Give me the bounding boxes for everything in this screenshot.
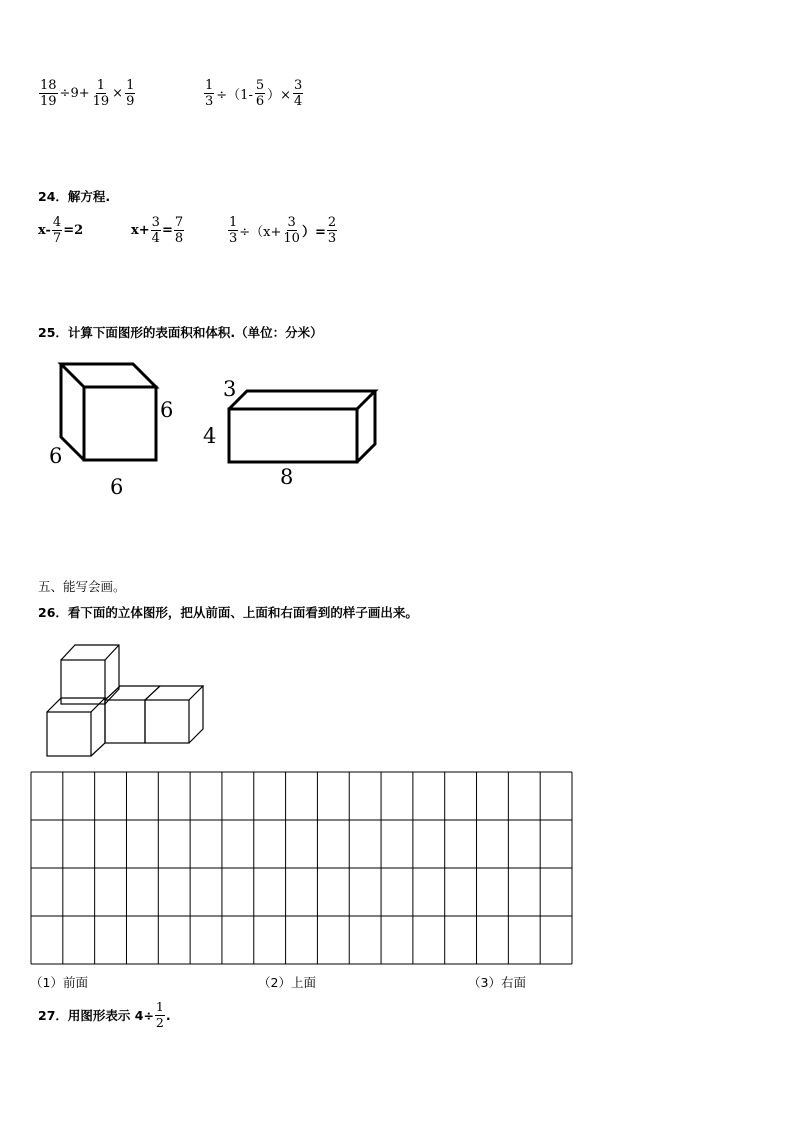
fraction: $\frac{3}{4}$ — [294, 78, 303, 109]
question-26-title: 26．看下面的立体图形，把从前面、上面和右面看到的样子画出来。 — [38, 605, 418, 620]
cube-label-right: 6 — [160, 398, 174, 422]
fraction: $\frac{1}{3}$ — [205, 78, 214, 109]
cube-label-left: 6 — [49, 444, 63, 468]
operator: ）× — [267, 88, 292, 103]
fraction: $\frac{5}{6}$ — [255, 78, 265, 109]
fraction: $\frac{3}{10}$ — [283, 215, 300, 246]
section-5-heading: 五、能写会画。 — [38, 579, 126, 594]
box-label-bottom: 8 — [280, 465, 294, 489]
fraction: $\frac{1}{2}$ — [155, 999, 164, 1030]
cube-label-bottom: 6 — [110, 475, 124, 499]
question-27: 27．用图形表示 4÷ $\frac{1}{2}$ . — [38, 999, 171, 1030]
fraction: $\frac{18}{19}$ — [40, 78, 57, 109]
operator: ÷9+ — [59, 86, 90, 101]
fraction: $\frac{7}{8}$ — [174, 215, 184, 246]
question-24-title: 24．解方程. — [38, 189, 111, 204]
fraction: $\frac{1}{19}$ — [92, 78, 110, 109]
operator: ÷（1- — [216, 88, 253, 103]
view-label-right: （3）右面 — [468, 975, 526, 990]
question-25-title: 25．计算下面图形的表面积和体积.（单位：分米） — [38, 325, 323, 340]
fraction: $\frac{4}{7}$ — [52, 215, 62, 246]
fraction: $\frac{1}{9}$ — [126, 78, 135, 109]
fraction: $\frac{1}{3}$ — [229, 215, 238, 246]
box-label-left: 4 — [203, 424, 217, 448]
equation-1: x- $\frac{4}{7}$ =2 — [38, 215, 84, 246]
equation-3: $\frac{1}{3}$ ÷（x+ $\frac{3}{10}$ ）= $\frac{2}{3}$ — [229, 215, 337, 246]
operator: × — [112, 86, 124, 101]
view-label-front: （1）前面 — [30, 975, 88, 990]
fraction: $\frac{3}{4}$ — [151, 215, 160, 246]
fraction: $\frac{2}{3}$ — [327, 215, 337, 246]
box-label-top: 3 — [223, 377, 237, 401]
equation-2: x+ $\frac{3}{4}$ = $\frac{7}{8}$ — [131, 215, 184, 246]
view-label-top: （2）上面 — [258, 975, 316, 990]
